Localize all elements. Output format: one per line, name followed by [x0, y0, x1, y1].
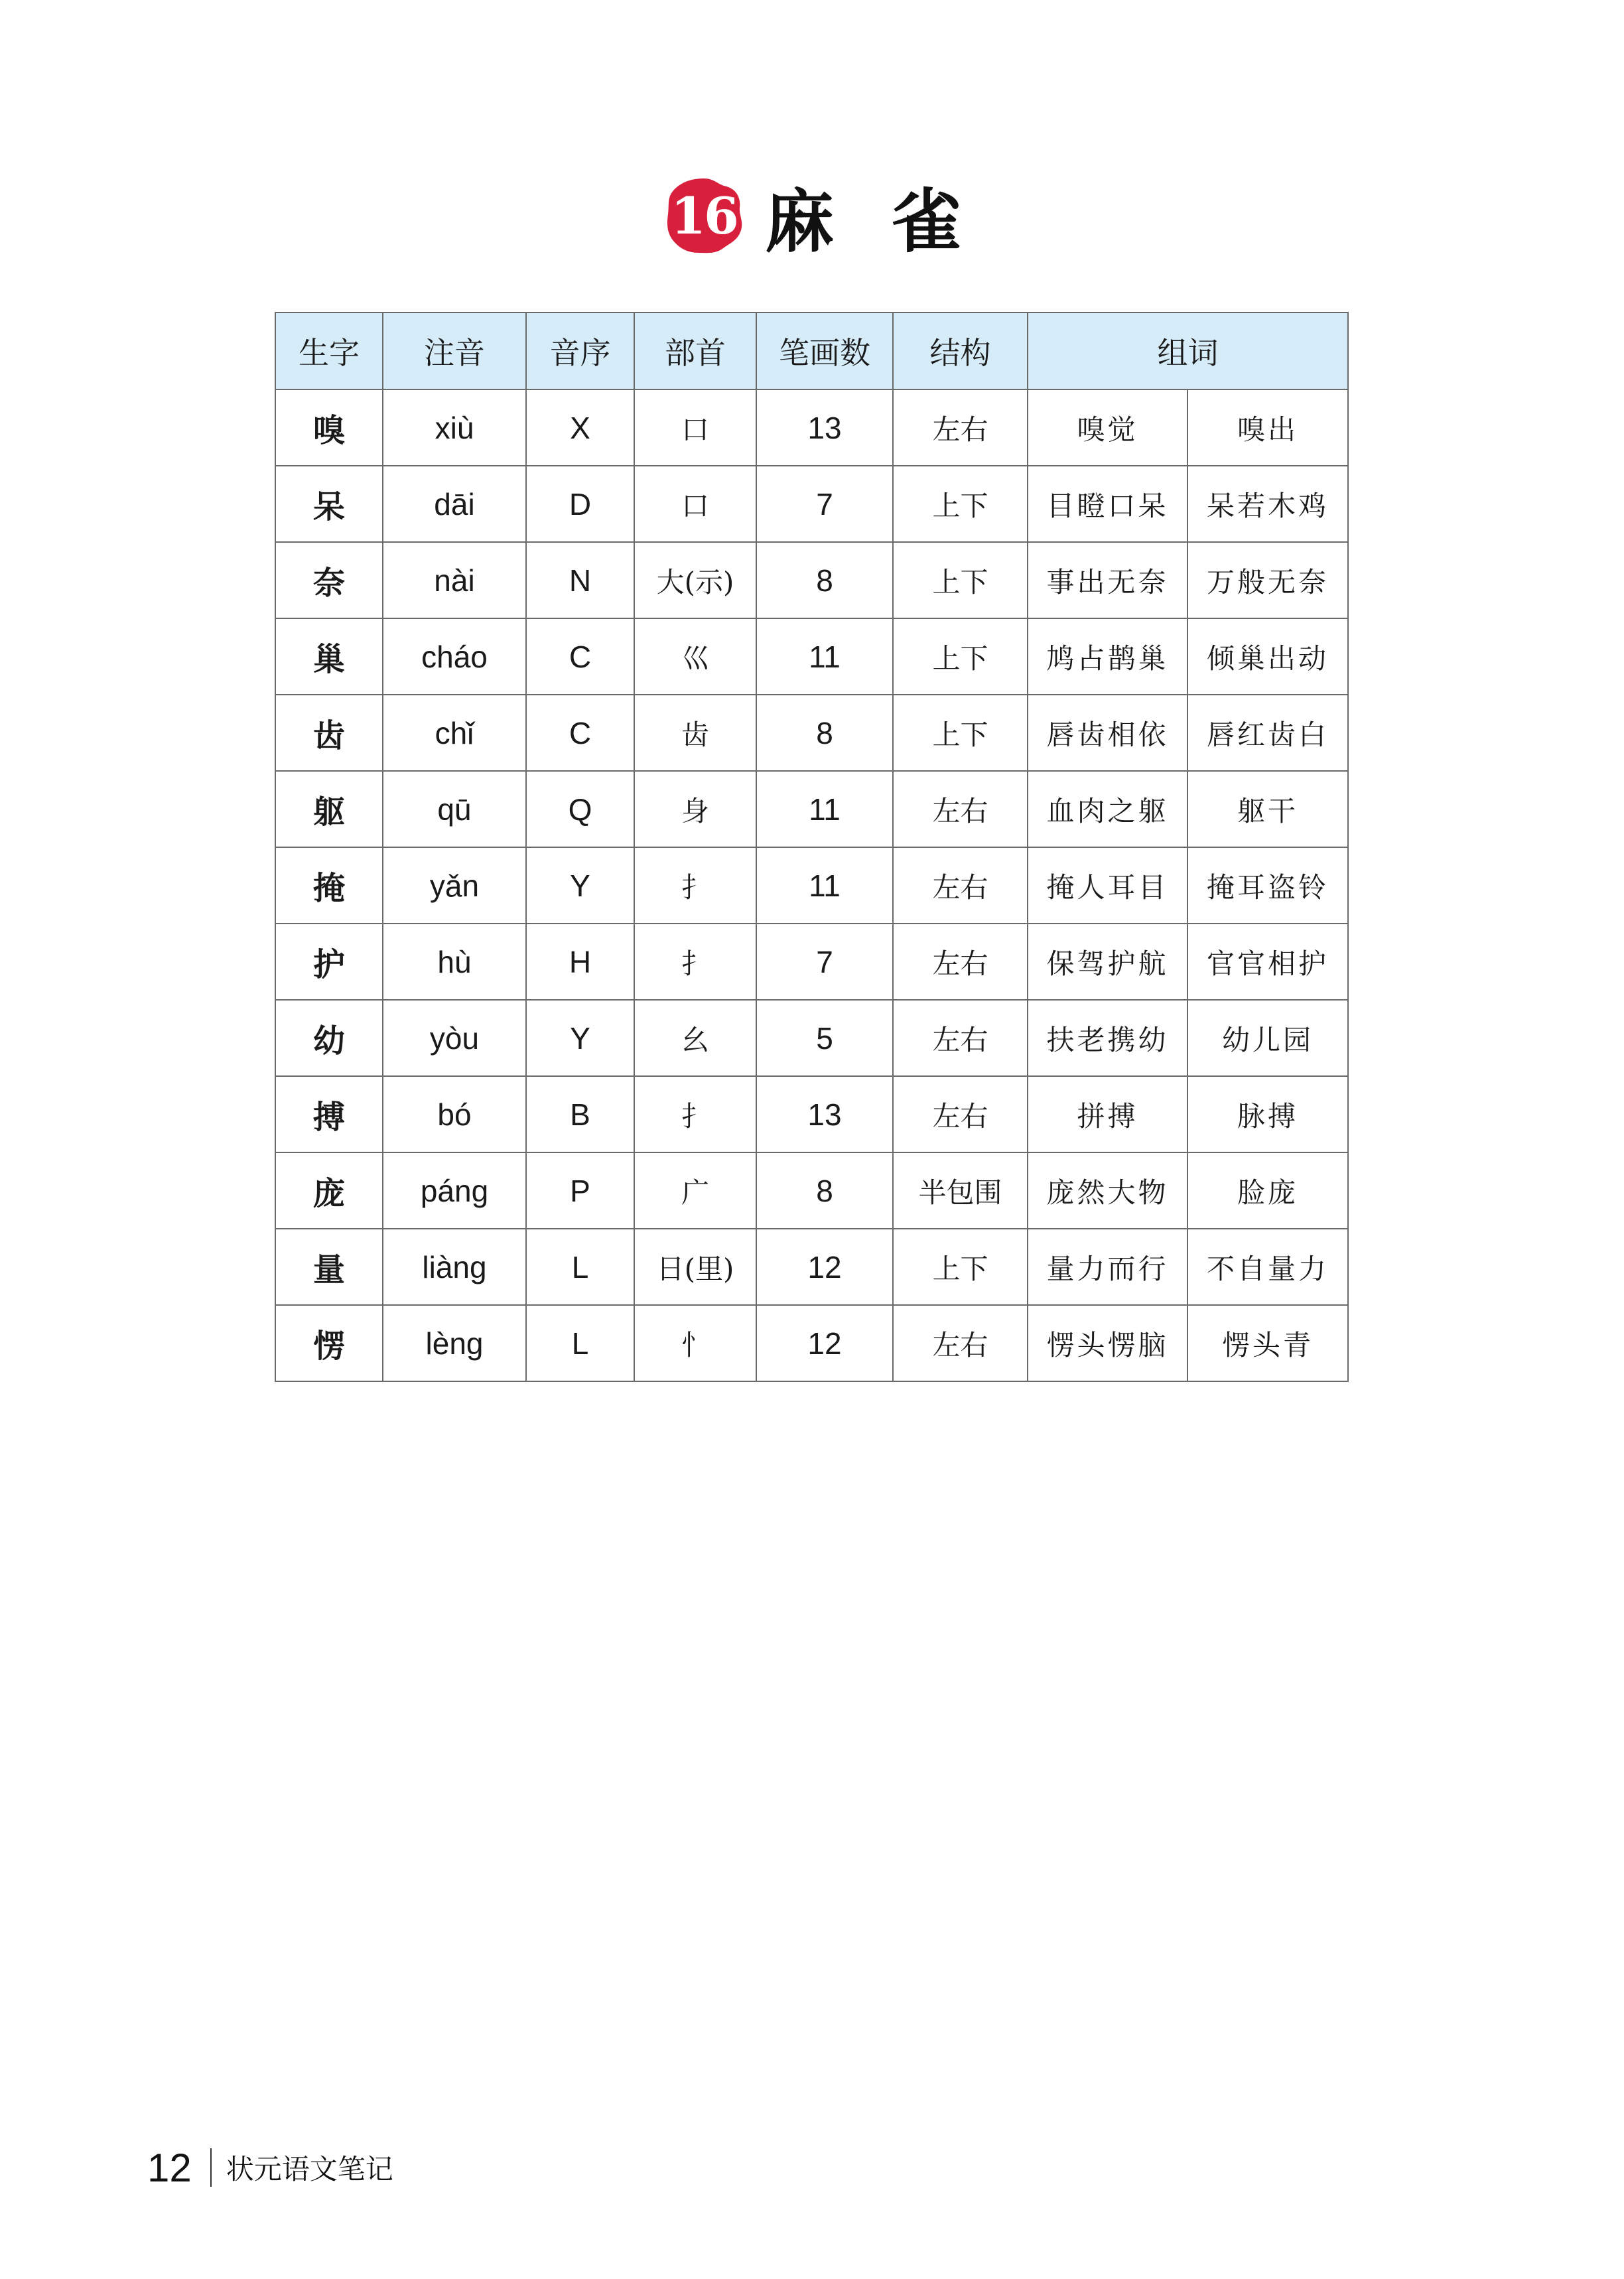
char-cell: 量 [275, 1229, 383, 1305]
pinyin-cell: páng [383, 1152, 526, 1229]
structure-cell: 上下 [893, 466, 1028, 542]
word-cell: 掩人耳目 [1028, 847, 1187, 924]
structure-cell: 左右 [893, 1305, 1028, 1381]
word-cell: 事出无奈 [1028, 542, 1187, 618]
strokes-cell: 12 [756, 1229, 893, 1305]
pinyin-cell: yǎn [383, 847, 526, 924]
lesson-title: 麻雀 [764, 180, 1020, 262]
table-row [275, 1152, 1348, 1229]
word-cell: 呆若木鸡 [1187, 466, 1348, 542]
word-cell: 倾巢出动 [1187, 618, 1348, 695]
table-row [275, 542, 1348, 618]
word-cell: 血肉之躯 [1028, 771, 1187, 847]
word-cell: 扶老携幼 [1028, 1000, 1187, 1076]
word-cell: 目瞪口呆 [1028, 466, 1187, 542]
table-row [275, 1000, 1348, 1076]
pinyin-cell: lèng [383, 1305, 526, 1381]
order-cell: C [526, 618, 634, 695]
lesson-header [0, 166, 1624, 265]
radical-cell: 扌 [634, 924, 756, 1000]
pinyin-cell: qū [383, 771, 526, 847]
char-cell: 庞 [275, 1152, 383, 1229]
word-cell: 唇齿相依 [1028, 695, 1187, 771]
pinyin-cell: liàng [383, 1229, 526, 1305]
radical-cell: 巛 [634, 618, 756, 695]
table-row [275, 1076, 1348, 1152]
word-cell: 保驾护航 [1028, 924, 1187, 1000]
word-cell: 躯干 [1187, 771, 1348, 847]
structure-cell: 左右 [893, 389, 1028, 466]
structure-cell: 上下 [893, 618, 1028, 695]
char-cell: 躯 [275, 771, 383, 847]
structure-cell: 左右 [893, 1076, 1028, 1152]
radical-cell: 忄 [634, 1305, 756, 1381]
header-structure: 结构 [893, 312, 1028, 389]
char-cell: 齿 [275, 695, 383, 771]
order-cell: N [526, 542, 634, 618]
word-cell: 唇红齿白 [1187, 695, 1348, 771]
pinyin-cell: hù [383, 924, 526, 1000]
order-cell: B [526, 1076, 634, 1152]
structure-cell: 左右 [893, 924, 1028, 1000]
word-cell: 愣头青 [1187, 1305, 1348, 1381]
table-row [275, 618, 1348, 695]
vocabulary-table [275, 312, 1349, 1382]
order-cell: C [526, 695, 634, 771]
structure-cell: 左右 [893, 771, 1028, 847]
lesson-number-badge [663, 174, 745, 257]
order-cell: H [526, 924, 634, 1000]
table-row [275, 771, 1348, 847]
strokes-cell: 13 [756, 389, 893, 466]
order-cell: L [526, 1305, 634, 1381]
word-cell: 嗅出 [1187, 389, 1348, 466]
strokes-cell: 13 [756, 1076, 893, 1152]
order-cell: L [526, 1229, 634, 1305]
page-footer [147, 2144, 393, 2191]
word-cell: 鸠占鹊巢 [1028, 618, 1187, 695]
strokes-cell: 11 [756, 771, 893, 847]
page-number: 12 [147, 2145, 192, 2190]
radical-cell: 大(示) [634, 542, 756, 618]
word-cell: 拼搏 [1028, 1076, 1187, 1152]
word-cell: 掩耳盗铃 [1187, 847, 1348, 924]
pinyin-cell: nài [383, 542, 526, 618]
radical-cell: 齿 [634, 695, 756, 771]
header-radical: 部首 [634, 312, 756, 389]
pinyin-cell: yòu [383, 1000, 526, 1076]
word-cell: 庞然大物 [1028, 1152, 1187, 1229]
table-header-row [275, 312, 1348, 389]
strokes-cell: 11 [756, 618, 893, 695]
structure-cell: 上下 [893, 542, 1028, 618]
pinyin-cell: dāi [383, 466, 526, 542]
char-cell: 搏 [275, 1076, 383, 1152]
table-row [275, 389, 1348, 466]
order-cell: Y [526, 847, 634, 924]
char-cell: 掩 [275, 847, 383, 924]
strokes-cell: 11 [756, 847, 893, 924]
table-row [275, 847, 1348, 924]
radical-cell: 广 [634, 1152, 756, 1229]
order-cell: X [526, 389, 634, 466]
strokes-cell: 12 [756, 1305, 893, 1381]
table-row [275, 1229, 1348, 1305]
char-cell: 巢 [275, 618, 383, 695]
header-char: 生字 [275, 312, 383, 389]
strokes-cell: 5 [756, 1000, 893, 1076]
book-title: 状元语文笔记 [226, 2153, 393, 2185]
pinyin-cell: chǐ [383, 695, 526, 771]
char-cell: 护 [275, 924, 383, 1000]
word-cell: 幼儿园 [1187, 1000, 1348, 1076]
char-cell: 嗅 [275, 389, 383, 466]
table-row [275, 695, 1348, 771]
radical-cell: 幺 [634, 1000, 756, 1076]
word-cell: 脸庞 [1187, 1152, 1348, 1229]
header-pinyin: 注音 [383, 312, 526, 389]
table-row [275, 466, 1348, 542]
char-cell: 奈 [275, 542, 383, 618]
structure-cell: 左右 [893, 847, 1028, 924]
pinyin-cell: bó [383, 1076, 526, 1152]
strokes-cell: 7 [756, 466, 893, 542]
order-cell: Y [526, 1000, 634, 1076]
header-strokes: 笔画数 [756, 312, 893, 389]
word-cell: 万般无奈 [1187, 542, 1348, 618]
structure-cell: 半包围 [893, 1152, 1028, 1229]
pinyin-cell: cháo [383, 618, 526, 695]
structure-cell: 上下 [893, 695, 1028, 771]
strokes-cell: 8 [756, 1152, 893, 1229]
table-row [275, 1305, 1348, 1381]
header-order: 音序 [526, 312, 634, 389]
radical-cell: 日(里) [634, 1229, 756, 1305]
word-cell: 嗅觉 [1028, 389, 1187, 466]
word-cell: 官官相护 [1187, 924, 1348, 1000]
strokes-cell: 8 [756, 695, 893, 771]
structure-cell: 左右 [893, 1000, 1028, 1076]
word-cell: 不自量力 [1187, 1229, 1348, 1305]
order-cell: P [526, 1152, 634, 1229]
char-cell: 幼 [275, 1000, 383, 1076]
word-cell: 愣头愣脑 [1028, 1305, 1187, 1381]
lesson-number: 16 [671, 186, 737, 245]
radical-cell: 扌 [634, 1076, 756, 1152]
radical-cell: 身 [634, 771, 756, 847]
radical-cell: 口 [634, 466, 756, 542]
table-row [275, 924, 1348, 1000]
char-cell: 愣 [275, 1305, 383, 1381]
header-words: 组词 [1028, 312, 1348, 389]
order-cell: Q [526, 771, 634, 847]
structure-cell: 上下 [893, 1229, 1028, 1305]
order-cell: D [526, 466, 634, 542]
strokes-cell: 8 [756, 542, 893, 618]
radical-cell: 扌 [634, 847, 756, 924]
word-cell: 量力而行 [1028, 1229, 1187, 1305]
strokes-cell: 7 [756, 924, 893, 1000]
pinyin-cell: xiù [383, 389, 526, 466]
char-cell: 呆 [275, 466, 383, 542]
word-cell: 脉搏 [1187, 1076, 1348, 1152]
footer-divider [210, 2148, 212, 2187]
radical-cell: 口 [634, 389, 756, 466]
